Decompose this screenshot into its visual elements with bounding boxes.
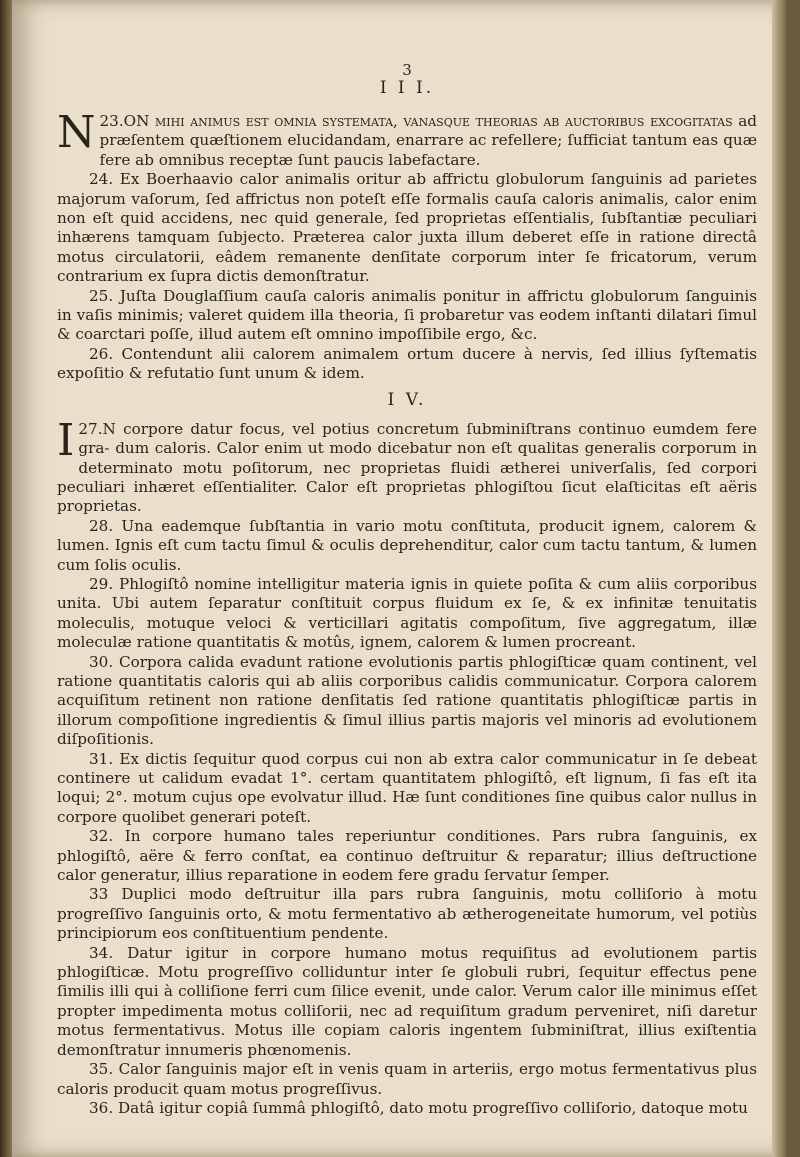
paragraph-number: 32. xyxy=(89,827,114,846)
paragraph-text: Corpora calida evadunt ratione evolutionis partis phlogiſticæ quam continent, vel ratione quantitatis caloris qui ab aliis corporibus calidis communicatur. Corpora calorem acquiſitum retinent non ratione denſitatis ſed ratione quantitatis phlogiſticæ partis in illorum compoſitione ingredientis & ſimul illius partis majoris vel minoris ad evolutionem diſpoſitionis. xyxy=(57,652,758,749)
paragraph-number: 35. xyxy=(89,1060,114,1079)
paragraph-text: dum caloris. Calor enim ut modo dicebatur non eſt qualitas generalis corporum in determinato motu poſitorum, nec proprietas fluidi ætherei univerſalis, ſed corpori peculiari inhæret eſſentialiter. Calor eſt proprietas phlogiſtou ſicut elaſticitas eſt aëris proprietas. xyxy=(57,439,758,516)
paragraph-number: 27. xyxy=(78,419,103,438)
page-edge xyxy=(772,0,786,1157)
paragraph-number: 36. xyxy=(89,1098,114,1117)
paragraph-text: Ex dictis ſequitur quod corpus cui non ab extra calor communicatur in ſe debeat continere ut calidum evadat 1°. certam quantitatem phlogiſtô, eſt lignum, ſi fas eſt ita loqui; 2°. motum cujus ope evolvatur illud. Hæ ſunt conditiones ſine quibus calor nullus in corpore quolibet generari poteſt. xyxy=(57,749,757,826)
book-gutter xyxy=(0,0,12,1157)
paragraph-number: 23. xyxy=(99,112,124,130)
paragraph-number: 24. xyxy=(89,170,114,189)
paragraph-28 xyxy=(57,517,757,575)
paragraph-text: Contendunt alii calorem animalem ortum ducere à nervis, ſed illius ſyſtematis expoſitio & refutatio ſunt unum & idem. xyxy=(57,344,757,383)
paragraph-text: ad præſentem quæſtionem elucidandam, enarrare ac refellere; ſufficiat tantum eas quæ fere ab omnibus receptæ ſunt paucis labefactare. xyxy=(99,112,757,169)
paragraph-text: Phlogiſtô nomine intelligitur materia ignis in quiete poſita & cum aliis corporibus unita. Ubi autem ſeparatur conſtituit corpus fluidum ex ſe, & ex infinitæ tenuitatis moleculis, motuque veloci & verticillari agitatis compoſitum, ſive aggregatum, illæ moleculæ ratione quantitatis & motûs, ignem, calorem & lumen procreant. xyxy=(57,574,757,652)
paragraph-34 xyxy=(57,944,757,1060)
paragraph-30 xyxy=(57,653,757,750)
paragraph-26 xyxy=(57,345,757,384)
paragraph-number: 34. xyxy=(89,943,114,962)
paragraph-text: Datur igitur in corpore humano motus requiſitus ad evolutionem partis phlogiſticæ. Motu progreſſivo colliduntur inter ſe globuli rubri, ſequitur effectus pene ſimilis illi qui à colliſione ferri cum ſilice evenit, unde calor. Verum calor ille minimus eſſet propter impedimenta motus colliſorii, nec ad requiſitum gradum perveniret, niſi daretur motus fermentativus. Motus ille copiam caloris ingentem ſubminiſtrat, illius exiſtentia demonſtratur innumeris phœnomenis. xyxy=(57,943,757,1059)
paragraph-text: Una eademque ſubſtantia in vario motu conſtituta, producit ignem, calorem & lumen. Ignis eſt cum tactu ſimul & oculis deprehenditur, calor cum tactu tantum, & lumen cum ſolis oculis. xyxy=(57,516,758,574)
paragraph-number: 31. xyxy=(89,749,114,768)
section-heading-iv: I V. xyxy=(387,389,427,410)
paragraph-lead: ON mihi animus eſt omnia ſyſtemata, vanaſque theorias ab auctoribus excogitatas xyxy=(123,112,733,130)
paragraph-text: Duplici modo deſtruitur illa pars rubra ſanguinis, motu colliſorio à motu progreſſivo ſanguinis orto, & motu fermentativo ab ætherogeneitate humorum, vel potiùs principiorum eos conſtituentium pendente. xyxy=(57,885,758,943)
book-page xyxy=(12,0,786,1157)
paragraph-lead: N corpore datur focus, vel potius concretum ſubminiſtrans continuo eumdem fere gra- xyxy=(78,419,757,458)
paragraph-text: Ex Boerhaavio calor animalis oritur ab affrictu globulorum ſanguinis ad parietes majorum vaſorum, ſed affrictus non poteſt eſſe formalis cauſa caloris animalis, calor enim non eſt quid accidens, nec quid generale, ſed proprietas eſſentialis, ſubſtantiæ peculiari inhærens tamquam ſubjecto. Præterea calor juxta illum deberet eſſe in ratione directâ motus circulatorii, eâdem remanente denſitate corporum inter ſe fricatorum, verum contrarium ex ſupra dictis demonſtratur. xyxy=(57,170,757,286)
drop-capital: I xyxy=(57,414,75,466)
paragraph-number: 28. xyxy=(89,516,114,535)
paragraph-number: 30. xyxy=(89,652,114,671)
page-content xyxy=(57,62,757,1118)
paragraph-text: Calor ſanguinis major eſt in venis quam in arteriis, ergo motus fermentativus plus caloris producit quam motus progreſſivus. xyxy=(57,1060,758,1098)
paragraph-text: Juſta Douglaſſium cauſa caloris animalis ponitur in affrictu globulorum ſanguinis in vaſis minimis; valeret quidem illa theoria, ſi probaretur vas eodem inſtanti dilatari ſimul & coarctari poſſe, illud autem eſt omnino impoſſibile ergo, &c. xyxy=(57,286,758,344)
paragraph-25 xyxy=(57,287,757,345)
paragraph-29 xyxy=(57,575,757,653)
paragraph-36 xyxy=(57,1099,757,1118)
drop-capital: N xyxy=(57,107,96,158)
page-number: 3 xyxy=(402,61,412,79)
paragraph-text: In corpore humano tales reperiuntur conditiones. Pars rubra ſanguinis, ex phlogiſtô, aëre & ferro conſtat, ea continuo deſtruitur & reparatur; illius deſtructione calor generatur, illius reparatione in eodem fere gradu ſervatur ſemper. xyxy=(57,827,758,885)
paragraph-27 xyxy=(57,414,758,517)
paragraph-number: 29. xyxy=(89,574,114,593)
paragraph-33 xyxy=(57,885,757,943)
paragraph-text: Datâ igitur copiâ ſummâ phlogiſtô, dato motu progreſſivo colliſorio, datoque motu xyxy=(117,1098,748,1117)
paragraph-number: 25. xyxy=(89,286,114,305)
paragraph-32 xyxy=(57,827,757,885)
paragraph-number: 26. xyxy=(89,344,114,363)
paragraph-number: 33 xyxy=(89,885,109,904)
paragraph-35 xyxy=(57,1060,757,1099)
section-heading-iii: I I I. xyxy=(379,78,435,98)
paragraph-23 xyxy=(57,107,757,170)
paragraph-24 xyxy=(57,170,757,286)
paragraph-31 xyxy=(57,750,757,828)
